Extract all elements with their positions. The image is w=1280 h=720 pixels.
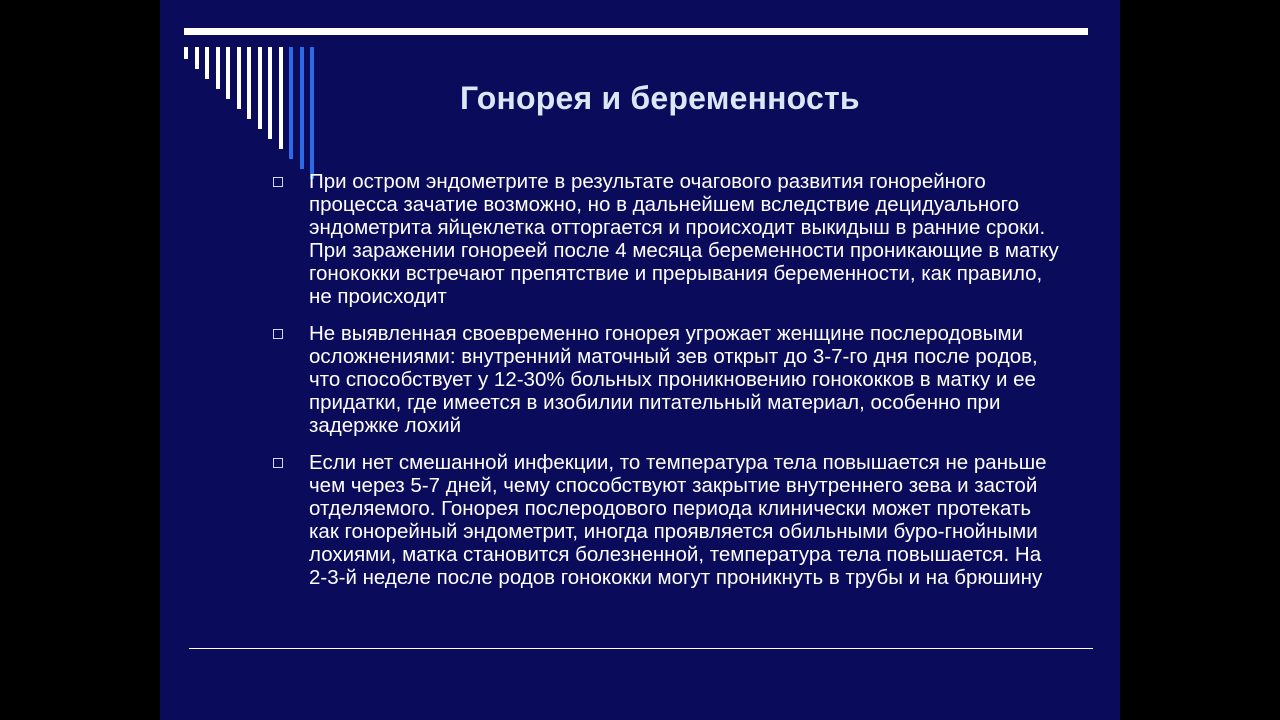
bullet-list <box>272 170 1062 603</box>
bullet-text: При остром эндометрите в результате очагового развития гонорейного процесса зачатие возможно, но в дальнейшем вследствие децидуального эндометрита яйцеклетка отторгается и происходит выкидыш в ранние сроки. При заражении гонореей после 4 месяца беременности проникающие в матку гонококки встречают препятствие и прерывания беременности, как правило, не происходит <box>309 170 1059 308</box>
slide-title: Гонорея и беременность <box>460 80 860 116</box>
bullet-text: Не выявленная своевременно гонорея угрожает женщине послеродовыми осложнениями: внутренний маточный зев открыт до 3-7-го дня после родов, что способствует у 12-30% больных проникновению гонококков в матку и ее придатки, где имеется в изобилии питательный материал, особенно при задержке лохий <box>309 322 1038 437</box>
square-bullet-icon <box>273 458 283 468</box>
decorative-stripe <box>247 47 251 119</box>
decorative-stripe <box>268 47 272 139</box>
bullet-item <box>272 322 1062 437</box>
decorative-stripe <box>300 47 304 169</box>
slide <box>160 0 1120 720</box>
decorative-stripe <box>279 47 283 149</box>
decorative-stripe <box>216 47 220 89</box>
square-bullet-icon <box>273 329 283 339</box>
decorative-stripe <box>258 47 262 129</box>
decorative-stripe <box>226 47 230 99</box>
decorative-stripe <box>195 47 199 69</box>
decorative-stripe <box>184 47 188 59</box>
decorative-stripe <box>237 47 241 109</box>
decorative-stripe <box>289 47 293 159</box>
bullet-item <box>272 451 1062 589</box>
top-rule <box>184 28 1088 35</box>
bottom-rule <box>189 648 1093 649</box>
decorative-stripe <box>205 47 209 79</box>
square-bullet-icon <box>273 177 283 187</box>
bullet-text: Если нет смешанной инфекции, то температура тела повышается не раньше чем через 5-7 дней, чему способствуют закрытие внутреннего зева и застой отделяемого. Гонорея послеродового периода клинически может протекать как гонорейный эндометрит, иногда проявляется обильными буро-гнойными лохиями, матка становится болезненной, температура тела повышается. На 2-3-й неделе после родов гонококки могут проникнуть в трубы и на брюшину <box>309 451 1047 589</box>
bullet-item <box>272 170 1062 308</box>
decorative-stripe <box>310 47 314 179</box>
